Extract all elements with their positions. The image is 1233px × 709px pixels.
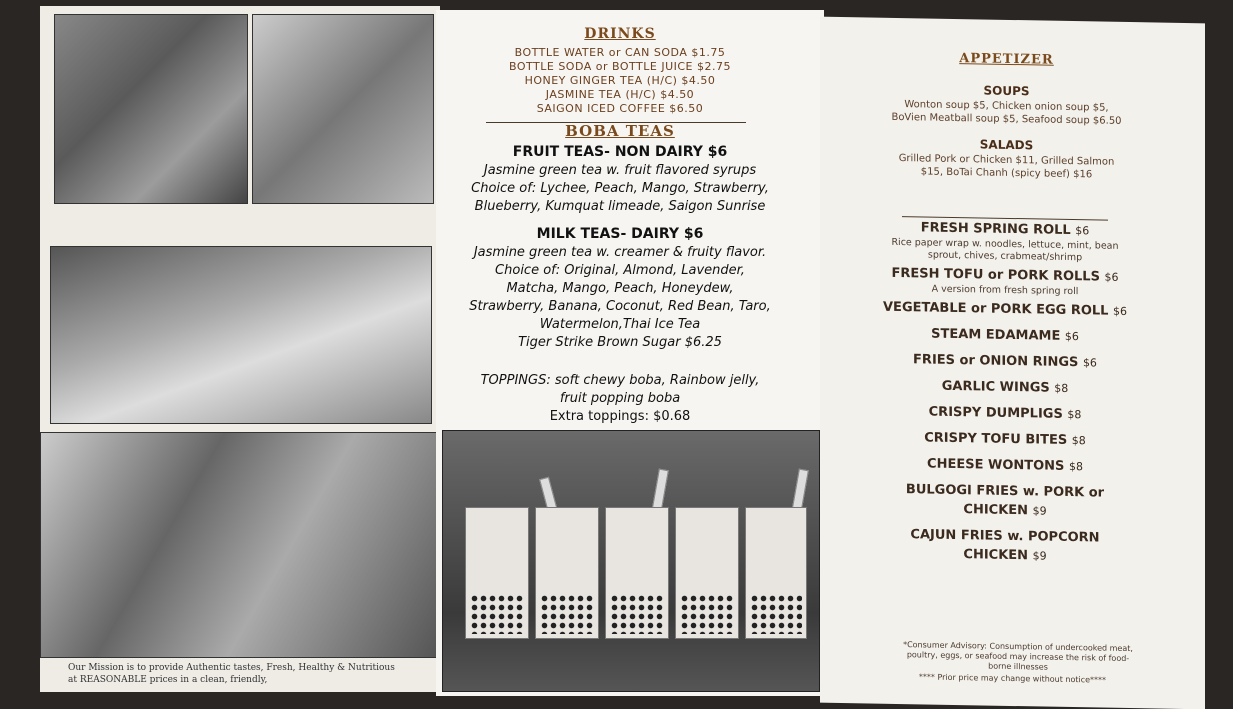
appetizer-item-name: BULGOGI FRIES w. PORK or CHICKEN: [905, 482, 1105, 519]
food-photo-fried-dish: [54, 14, 248, 204]
food-photo-fried-rice: [252, 14, 434, 204]
appetizer-item-name-line: [880, 350, 1130, 373]
drink-item: BOTTLE WATER or CAN SODA $1.75: [514, 46, 726, 59]
appetizer-item-name-line: [880, 402, 1130, 425]
milk-line: Jasmine green tea w. creamer & fruity flavor.: [473, 245, 767, 260]
toppings-line: Extra toppings: $0.68: [549, 409, 691, 424]
boba-cup: [675, 507, 739, 639]
milk-line: Matcha, Mango, Peach, Honeydew,: [506, 281, 734, 296]
appetizer-item: [880, 350, 1130, 373]
appetizer-item-name-line: [880, 298, 1130, 321]
appetizer-item-price: $6: [1064, 329, 1079, 344]
appetizer-item-name: CRISPY DUMPLIGS: [928, 404, 1063, 422]
toppings: [426, 372, 814, 426]
appetizer-item-name: FRESH TOFU or PORK ROLLS: [891, 265, 1100, 285]
food-photo-dumplings: [40, 432, 438, 658]
boba-cup: [745, 507, 807, 639]
milk-line: Choice of: Original, Almond, Lavender,: [495, 263, 745, 278]
appetizer-item-name-line: [880, 324, 1130, 347]
milk-teas-title: MILK TEAS- DAIRY $6: [536, 226, 704, 242]
appetizer-item-price: $6: [1075, 224, 1090, 238]
boba-cup: [465, 507, 529, 639]
appetizer-item: [880, 454, 1130, 477]
appetizer-item-name-line: [880, 525, 1130, 567]
milk-line: Tiger Strike Brown Sugar $6.25: [518, 335, 722, 350]
milk-teas-desc: [426, 244, 814, 352]
food-photo-spring-rolls: [50, 246, 432, 424]
appetizer-item-name-line: [880, 376, 1130, 399]
boba-title: BOBA TEAS: [565, 122, 675, 140]
appetizer-panel: [820, 17, 1205, 709]
appetizer-item-name: FRIES or ONION RINGS: [913, 352, 1079, 371]
drink-item: SAIGON ICED COFFEE $6.50: [536, 102, 704, 115]
appetizer-item: [880, 428, 1130, 451]
appetizer-list: [880, 218, 1130, 574]
appetizer-item-price: $8: [1054, 381, 1069, 395]
appetizer-item-price: $8: [1068, 459, 1083, 474]
appetizer-item: [880, 402, 1130, 425]
fruit-teas-title: FRUIT TEAS- NON DAIRY $6: [512, 144, 728, 160]
appetizer-item-price: $6: [1104, 270, 1119, 284]
appetizer-item-desc: Rice paper wrap w. noodles, lettuce, mint, bean sprout, chives, crabmeat/shrimp: [891, 236, 1119, 264]
appetizer-item: [880, 376, 1130, 399]
consumer-advisory: *Consumer Advisory: Consumption of undercooked meat, poultry, eggs, or seafood may increase the risk of food-borne illnesses: [903, 640, 1133, 672]
appetizer-item: [880, 264, 1130, 299]
appetizer-item-price: $9: [1032, 549, 1047, 563]
boba-cup: [605, 507, 669, 639]
appetizer-item-name: FRESH SPRING ROLL: [920, 220, 1071, 239]
appetizer-item: [880, 298, 1130, 321]
appetizer-item: [880, 324, 1130, 347]
appetizer-item: [880, 218, 1130, 265]
appetizer-item-name-line: [880, 428, 1130, 451]
appetizer-title: APPETIZER: [959, 51, 1054, 68]
drink-item: JASMINE TEA (H/C) $4.50: [545, 88, 695, 101]
soups-line: Wonton soup $5, Chicken onion soup $5,: [904, 99, 1109, 114]
drinks-title: DRINKS: [584, 26, 656, 42]
drink-item: BOTTLE SODA or BOTTLE JUICE $2.75: [508, 60, 731, 73]
boba-photo: [442, 430, 820, 692]
soups-title: SOUPS: [983, 83, 1030, 99]
appetizer-item-name: VEGETABLE or PORK EGG ROLL: [883, 299, 1109, 319]
mission-statement: Our Mission is to provide Authentic tastes, Fresh, Healthy & Nutritious at REASONABLE prices in a clean, friendly,: [68, 663, 395, 685]
salads-line: $15, BoTai Chanh (spicy beef) $16: [920, 166, 1093, 181]
soups-line: BoVien Meatball soup $5, Seafood soup $6.50: [891, 111, 1122, 127]
fruit-line: Blueberry, Kumquat limeade, Saigon Sunrise: [474, 199, 766, 214]
milk-line: Watermelon,Thai Ice Tea: [539, 317, 701, 332]
appetizer-item: [880, 525, 1130, 567]
appetizer-item-name: CRISPY TOFU BITES: [924, 430, 1068, 448]
price-note: **** Prior price may change without notice****: [918, 672, 1107, 685]
appetizer-item-name: STEAM EDAMAME: [931, 326, 1061, 344]
left-photo-panel: [40, 6, 440, 692]
appetizer-item-price: $6: [1112, 304, 1127, 318]
appetizer-item: [880, 480, 1130, 522]
drink-item: HONEY GINGER TEA (H/C) $4.50: [524, 74, 716, 87]
boba-cup: [535, 507, 599, 639]
appetizer-item-price: $9: [1032, 504, 1047, 518]
fruit-line: Choice of: Lychee, Peach, Mango, Strawberry,: [471, 181, 769, 196]
toppings-line: fruit popping boba: [559, 391, 681, 406]
fruit-teas-desc: [426, 162, 814, 216]
soups-desc: [814, 97, 1199, 130]
appetizer-item-price: $6: [1082, 356, 1097, 370]
drinks-boba-panel: [436, 10, 824, 696]
appetizer-item-name-line: [880, 480, 1130, 522]
appetizer-item-price: $8: [1071, 434, 1086, 448]
appetizer-item-name: GARLIC WINGS: [941, 378, 1050, 396]
salads-desc: [814, 151, 1199, 184]
salads-line: Grilled Pork or Chicken $11, Grilled Salmon: [898, 153, 1115, 168]
milk-line: Strawberry, Banana, Coconut, Red Bean, Taro,: [469, 299, 771, 314]
fruit-line: Jasmine green tea w. fruit flavored syrups: [483, 163, 757, 178]
appetizer-item-name-line: [880, 454, 1130, 477]
appetizer-item-price: $8: [1067, 407, 1082, 422]
appetizer-item-name: CAJUN FRIES w. POPCORN CHICKEN: [910, 527, 1100, 564]
salads-title: SALADS: [979, 137, 1034, 153]
toppings-line: TOPPINGS: soft chewy boba, Rainbow jelly,: [480, 373, 760, 388]
appetizer-item-name: CHEESE WONTONS: [927, 456, 1065, 474]
drinks-list: [426, 46, 814, 116]
appetizer-item-desc: A version from fresh spring roll: [931, 283, 1079, 298]
